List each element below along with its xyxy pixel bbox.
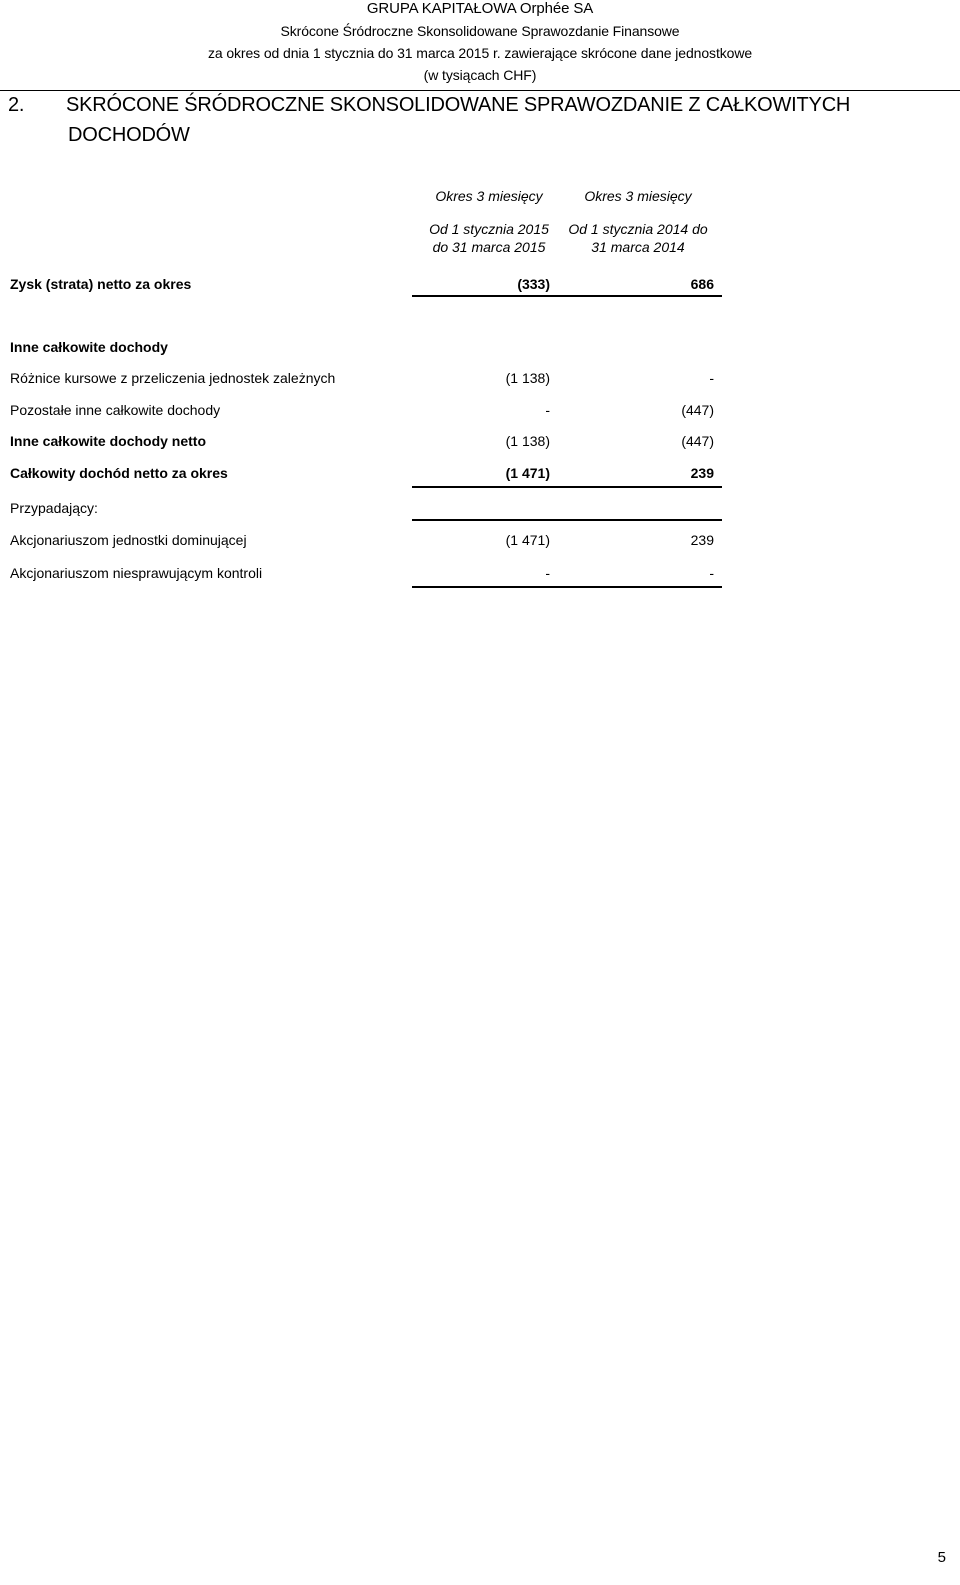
page-number: 5 [937,1549,946,1566]
value-2015: (1 138) [505,370,550,386]
page-header [0,0,960,86]
column-header-2014 [562,187,714,256]
column-period-label: Okres 3 miesięcy [584,188,692,204]
row-label: Pozostałe inne całkowite dochody [10,402,221,418]
column-date-line2: do 31 marca 2015 [432,239,546,255]
row-oci-net [10,431,722,451]
row-oci-heading [10,337,722,357]
value-2015: - [545,402,550,418]
row-non-controlling [10,563,722,583]
report-period: za okres od dnia 1 stycznia do 31 marca 2015 r. zawierające skrócone dane jednostkowe [207,45,753,61]
currency-note: (w tysiącach CHF) [423,67,537,83]
row-label: Całkowity dochód netto za okres [10,465,228,481]
section-title-line1: SKRÓCONE ŚRÓDROCZNE SKONSOLIDOWANE SPRAWOZDANIE Z CAŁKOWITYCH [66,94,851,116]
row-other-oci [10,400,722,420]
row-label: Akcjonariuszom jednostki dominującej [10,532,247,548]
value-2014: - [709,370,714,386]
section-title [8,90,948,150]
value-2015: - [545,565,550,581]
company-name: GRUPA KAPITAŁOWA Orphée SA [366,0,594,17]
row-label: Zysk (strata) netto za okres [10,276,192,292]
row-attributable [10,498,722,518]
rule-after-net-profit [412,295,722,297]
value-2014: (447) [681,433,714,449]
row-label: Inne całkowite dochody [10,339,168,355]
column-header-2015 [414,187,564,256]
row-net-profit [10,274,722,294]
row-label: Różnice kursowe z przeliczenia jednostek zależnych [10,370,336,386]
column-date-line2: 31 marca 2014 [591,239,685,255]
value-2014: (447) [681,402,714,418]
value-2014: 686 [690,276,714,292]
column-date-line1: Od 1 stycznia 2014 do [568,221,708,237]
report-title: Skrócone Śródroczne Skonsolidowane Sprawozdanie Finansowe [280,23,680,39]
value-2015: (1 138) [505,433,550,449]
row-label: Akcjonariuszom niesprawującym kontroli [10,565,263,581]
value-2014: 239 [690,532,714,548]
value-2014: 239 [690,465,714,481]
column-period-label: Okres 3 miesięcy [435,188,543,204]
section-title-line2: DOCHODÓW [68,124,190,146]
value-2015: (1 471) [505,465,550,481]
row-label: Inne całkowite dochody netto [10,433,207,449]
column-date-line1: Od 1 stycznia 2015 [429,221,549,237]
rule-after-non-controlling [412,586,722,588]
value-2015: (333) [517,276,550,292]
value-2014: - [709,565,714,581]
row-parent-shareholders [10,530,722,550]
rule-after-total-income [412,486,722,488]
value-2015: (1 471) [505,532,550,548]
row-label: Przypadający: [10,500,98,516]
section-number: 2. [8,94,25,116]
rule-after-attributable [412,519,722,521]
row-total-income [10,463,722,483]
row-fx-differences [10,368,722,388]
